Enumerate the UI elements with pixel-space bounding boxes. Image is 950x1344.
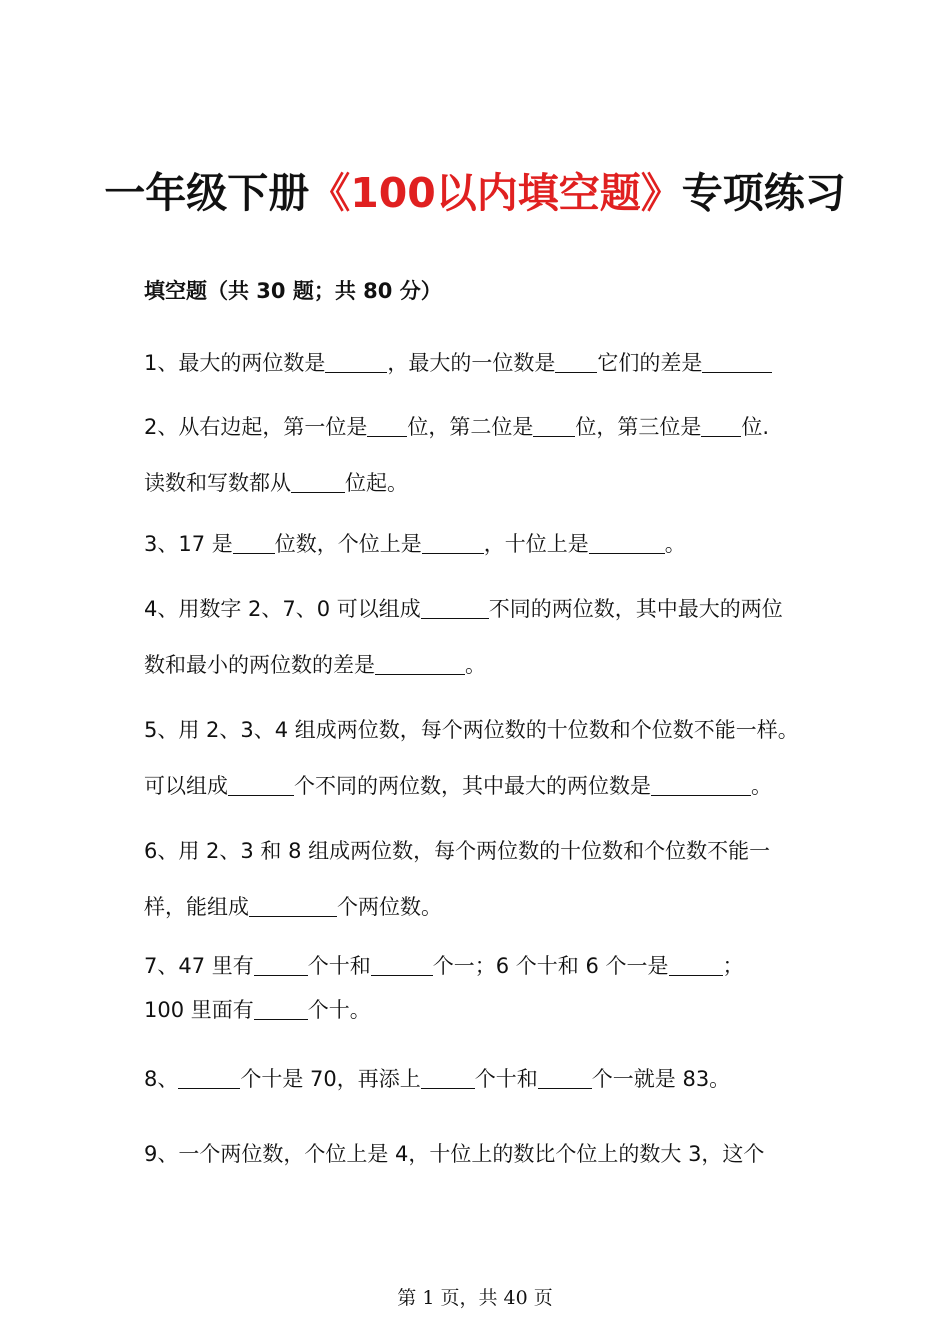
- question-1-text: ，最大的一位数是: [387, 351, 556, 375]
- question-5: [144, 715, 799, 745]
- question-1: [144, 348, 772, 378]
- question-4-text: 。: [465, 653, 486, 677]
- question-7-text: 个十和: [307, 954, 371, 978]
- answer-blank[interactable]: [371, 953, 433, 976]
- question-5-text: 。: [751, 774, 772, 798]
- question-4-text: 4、用数字 2、7、0 可以组成: [144, 597, 421, 621]
- question-2-text: 位，第二位是: [407, 415, 534, 439]
- question-7-text: 个十。: [307, 998, 371, 1022]
- answer-blank[interactable]: [291, 470, 345, 493]
- title-prefix: 一年级下册: [104, 169, 310, 217]
- question-5-text: 5、用 2、3、4 组成两位数，每个两位数的十位数和个位数不能一样。: [144, 718, 799, 742]
- question-2-text: 位，第三位是: [575, 415, 702, 439]
- question-8-text: 个十是 70，再添上: [240, 1067, 421, 1091]
- question-7-text: ；: [722, 954, 744, 978]
- answer-blank[interactable]: [421, 596, 489, 619]
- question-2-text: 2、从右边起，第一位是: [144, 415, 368, 439]
- question-3: [144, 529, 686, 559]
- answer-blank[interactable]: [254, 997, 308, 1020]
- answer-blank[interactable]: [702, 350, 772, 373]
- answer-blank[interactable]: [538, 1066, 592, 1089]
- section-header: 填空题（共 30 题；共 80 分）: [144, 279, 442, 303]
- question-5-text: 个不同的两位数，其中最大的两位数是: [294, 774, 651, 798]
- question-4-text: 不同的两位数，其中最大的两位: [488, 597, 783, 621]
- question-6-text: 个两位数。: [337, 895, 442, 919]
- answer-blank[interactable]: [325, 350, 387, 373]
- question-8-text: 个十和: [474, 1067, 538, 1091]
- question-1-text: 1、最大的两位数是: [144, 351, 326, 375]
- answer-blank[interactable]: [555, 350, 597, 373]
- title-suffix: 专项练习: [681, 169, 846, 217]
- answer-blank[interactable]: [178, 1066, 240, 1089]
- question-5-cont: [144, 771, 772, 801]
- question-7-text: 个一；6 个十和 6 个一是: [432, 954, 669, 978]
- question-4-text: 数和最小的两位数的差是: [144, 653, 375, 677]
- question-7: [144, 951, 744, 981]
- question-3-text: 3、17 是: [144, 532, 233, 556]
- question-7-cont: [144, 995, 371, 1025]
- worksheet-title: [0, 160, 950, 219]
- question-4-cont: [144, 650, 486, 680]
- page-footer: 第 1 页，共 40 页: [397, 1287, 553, 1309]
- answer-blank[interactable]: [254, 953, 308, 976]
- answer-blank[interactable]: [701, 414, 741, 437]
- question-2-cont: [144, 468, 408, 498]
- question-3-text: 。: [664, 532, 686, 556]
- answer-blank[interactable]: [228, 773, 294, 796]
- answer-blank[interactable]: [422, 531, 484, 554]
- question-6-text: 6、用 2、3 和 8 组成两位数，每个两位数的十位数和个位数不能一: [144, 839, 771, 863]
- question-8: [144, 1064, 730, 1094]
- question-9-text: 9、一个两位数，个位上是 4，十位上的数比个位上的数大 3，这个: [144, 1142, 765, 1166]
- question-2-text: 位起。: [345, 471, 408, 495]
- answer-blank[interactable]: [589, 531, 665, 554]
- question-5-text: 可以组成: [144, 774, 228, 798]
- question-4: [144, 594, 783, 624]
- question-7-text: 100 里面有: [144, 998, 254, 1022]
- question-1-text: 它们的差是: [597, 351, 703, 375]
- question-6-text: 样，能组成: [144, 895, 249, 919]
- question-7-text: 7、47 里有: [144, 954, 254, 978]
- answer-blank[interactable]: [233, 531, 275, 554]
- answer-blank[interactable]: [651, 773, 751, 796]
- question-6-cont: [144, 892, 442, 922]
- answer-blank[interactable]: [249, 894, 337, 917]
- answer-blank[interactable]: [375, 652, 465, 675]
- question-8-text: 个一就是 83。: [591, 1067, 731, 1091]
- question-2: [144, 412, 769, 442]
- question-2-text: 位.: [741, 415, 770, 439]
- question-2-text: 读数和写数都从: [144, 471, 291, 495]
- title-highlight: 《100以内填空题》: [309, 169, 682, 217]
- question-6: [144, 836, 770, 866]
- answer-blank[interactable]: [669, 953, 723, 976]
- question-9: [144, 1139, 764, 1169]
- answer-blank[interactable]: [367, 414, 407, 437]
- answer-blank[interactable]: [533, 414, 575, 437]
- question-8-text: 8、: [144, 1067, 179, 1091]
- answer-blank[interactable]: [421, 1066, 475, 1089]
- question-3-text: 位数，个位上是: [274, 532, 422, 556]
- question-3-text: ，十位上是: [483, 532, 589, 556]
